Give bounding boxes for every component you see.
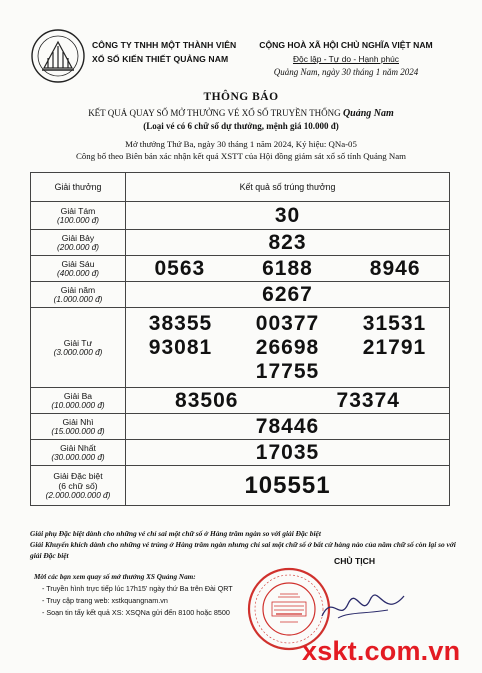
prize-amount: (1.000.000 đ) (53, 294, 103, 304)
winning-number: 78446 (255, 414, 320, 438)
signature (318, 588, 408, 628)
table-row (31, 256, 450, 282)
company-name (92, 38, 242, 66)
prize-amount: (100.000 đ) (57, 215, 99, 225)
site-watermark[interactable]: xskt.com.vn (302, 636, 461, 666)
prize-name: Giải Tư (63, 337, 93, 348)
winning-number: 26698 (255, 335, 320, 359)
prize-cell (31, 440, 126, 466)
company-line-2: XỔ SỐ KIẾN THIẾT QUẢNG NAM (92, 54, 229, 64)
viewing-bullet: - Truy cập trang web: xstkquangnam.vn (42, 596, 168, 605)
prize-amount: (400.000 đ) (57, 268, 99, 278)
winning-number: 93081 (148, 335, 213, 359)
prize-name: Giải năm (60, 284, 96, 295)
results-table (30, 172, 450, 506)
result-cell (126, 282, 450, 308)
result-cell (126, 308, 450, 388)
winning-number: 17755 (255, 359, 320, 383)
prize-cell (31, 308, 126, 388)
subtitle-province: Quảng Nam (342, 108, 394, 119)
winning-number: 83506 (175, 388, 239, 412)
header-result: Kết quả số trúng thưởng (126, 173, 450, 202)
table-row (31, 230, 450, 256)
prize-name: Giải Ba (63, 390, 93, 401)
winning-number: 6188 (262, 256, 313, 280)
ticket-note: (Loại vé có 6 chữ số dự thưởng, mệnh giá 10.000 đ) (143, 121, 339, 131)
prize-amount: (10.000.000 đ) (51, 400, 105, 410)
result-cell (126, 230, 450, 256)
winning-number: 823 (268, 230, 307, 254)
winning-number: 0563 (154, 256, 206, 280)
announcement: Công bố theo Biên bản xác nhận kết quả XSTT của Hội đồng giám sát xổ số tỉnh Quảng Nam (76, 151, 406, 161)
national-header (238, 38, 454, 78)
winning-number: 31531 (362, 311, 427, 335)
nation-title: CỘNG HOÀ XÃ HỘI CHỦ NGHĨA VIỆT NAM (259, 40, 433, 50)
prize-name: Giải Tám (60, 205, 96, 216)
prize-amount: (3.000.000 đ) (53, 347, 103, 357)
prize-name: Giải Nhì (62, 416, 94, 427)
table-row (31, 202, 450, 230)
special-prize-number: 105551 (244, 471, 331, 499)
company-line-1: CÔNG TY TNHH MỘT THÀNH VIÊN (92, 40, 237, 50)
viewing-bullet: - Soạn tin tấy kết quả XS: XSQNa gửi đến 8100 hoặc 8500 (42, 608, 230, 617)
table-row (31, 282, 450, 308)
table-row (31, 388, 450, 414)
prize-digits: (6 chữ số) (58, 480, 98, 491)
winning-number: 73374 (336, 388, 400, 412)
prize-cell (31, 202, 126, 230)
winning-number: 21791 (362, 335, 427, 359)
prize-cell (31, 388, 126, 414)
winning-number: 00377 (255, 311, 320, 335)
table-row (31, 440, 450, 466)
prize-amount: (30.000.000 đ) (51, 452, 105, 462)
winning-number: 38355 (148, 311, 213, 335)
prize-amount: (200.000 đ) (57, 242, 99, 252)
table-header (31, 173, 450, 202)
motto: Độc lập - Tự do - Hạnh phúc (292, 54, 399, 64)
prize-name: Giải Bảy (61, 232, 95, 243)
draw-info: Mở thưởng Thứ Ba, ngày 30 tháng 1 năm 2024, Ký hiệu: QNa-05 (125, 139, 357, 149)
table-row (31, 466, 450, 506)
table-row (31, 414, 450, 440)
winning-number: 17035 (255, 440, 320, 464)
prize-name: Giải Nhất (60, 442, 96, 453)
prize-amount: (2.000.000.000 đ) (45, 490, 111, 500)
subtitle-prefix: KẾT QUẢ QUAY SỐ MỞ THƯỞNG VÉ XỔ SỐ TRUYỀN THỐNG (88, 108, 341, 118)
prize-name: Giải Sáu (61, 258, 95, 269)
winning-number: 30 (274, 203, 301, 227)
prize-name: Giải Đặc biệt (53, 470, 103, 481)
viewing-lead: Mời các bạn xem quay số mở thưởng XS Quảng Nam: (34, 573, 196, 581)
note-special-sub: Giải phụ Đặc biệt dành cho những vé chỉ sai một chữ số ở Hàng trăm ngàn so với giải Đặc biệt (30, 529, 321, 538)
result-cell (126, 414, 450, 440)
prize-cell (31, 414, 126, 440)
result-cell (126, 202, 450, 230)
viewing-bullet: - Truyền hình trực tiếp lúc 17h15' ngày thứ Ba trên Đài QRT (42, 584, 233, 593)
prize-notes (30, 528, 460, 561)
header-prize: Giải thưởng (31, 173, 126, 202)
note-consolation: Giải Khuyến khích dành cho những vé trúng ở Hàng trăm ngàn nhưng chỉ sai một chữ số ở bất cứ hàng nào của năm chữ số còn lại so với giải Đặc biệt (30, 540, 456, 560)
result-cell (126, 256, 450, 282)
issue-date: Quảng Nam, ngày 30 tháng 1 năm 2024 (273, 67, 419, 77)
result-cell (126, 388, 450, 414)
prize-amount: (15.000.000 đ) (51, 426, 105, 436)
notice-subtitle (0, 108, 482, 119)
prize-cell (31, 230, 126, 256)
winning-number: 6267 (262, 282, 313, 306)
viewing-info (34, 571, 234, 619)
prize-cell (31, 256, 126, 282)
signer-title: CHỦ TỊCH (334, 556, 376, 566)
table-row (31, 308, 450, 388)
winning-number: 8946 (369, 256, 421, 280)
notice-title: THÔNG BÁO (203, 91, 279, 103)
company-logo (30, 28, 86, 84)
result-cell (126, 440, 450, 466)
result-cell (126, 466, 450, 506)
prize-cell (31, 466, 126, 506)
prize-cell (31, 282, 126, 308)
